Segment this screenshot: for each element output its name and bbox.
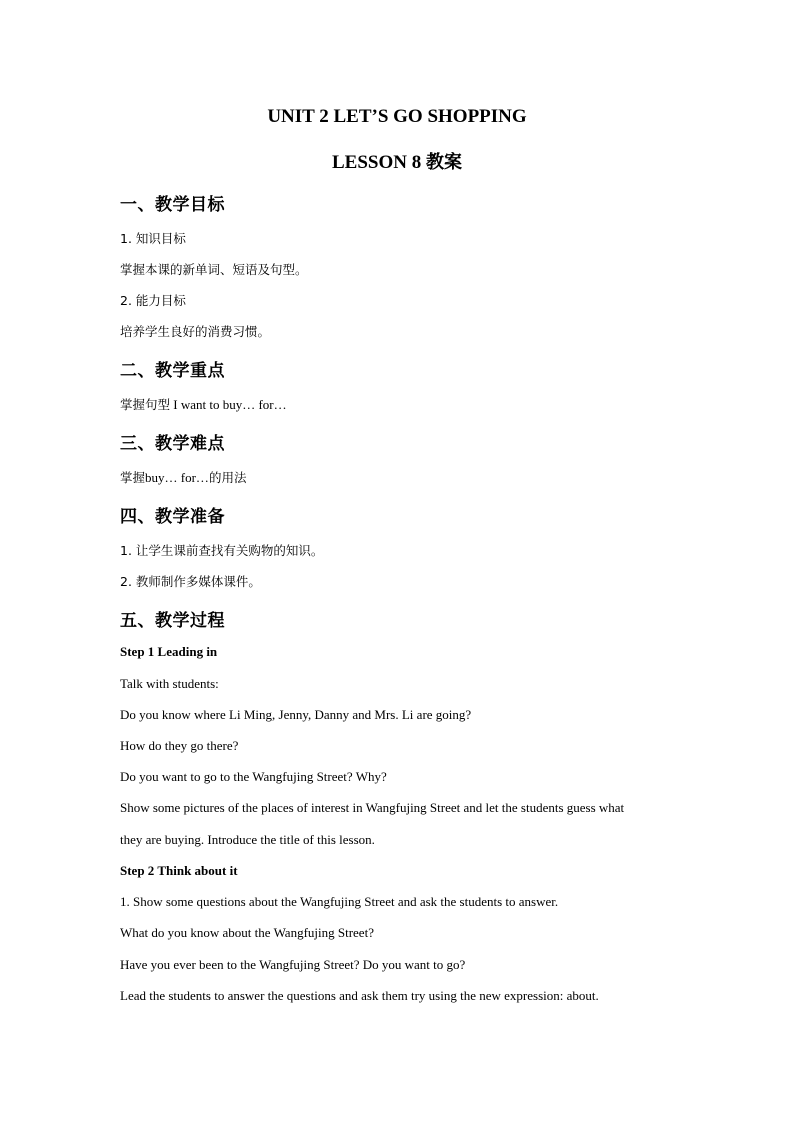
difficulties-cn-2: 的用法 xyxy=(208,470,247,485)
step-1-line: they are buying. Introduce the title of this lesson. xyxy=(120,832,375,847)
step-1-line: Show some pictures of the places of interest in Wangfujing Street and let the students guess what xyxy=(120,800,625,815)
difficulties-cn-1: 掌握 xyxy=(120,470,146,485)
key-points-cn: 掌握句型 xyxy=(120,397,171,412)
step-2-title: Step 2 Think about it xyxy=(120,863,238,878)
section-heading-process: 五、教学过程 xyxy=(120,611,225,631)
lesson-title-en: LESSON 8 xyxy=(332,152,422,173)
objective-2-label: 2. 能力目标 xyxy=(120,293,186,308)
section-heading-preparation: 四、教学准备 xyxy=(120,507,225,527)
step-2-line: Lead the students to answer the questions and ask them try using the new expression: about. xyxy=(120,988,599,1003)
key-points-text xyxy=(120,395,287,413)
difficulties-text xyxy=(120,468,246,486)
key-points-en: I want to buy… for… xyxy=(170,397,287,412)
unit-title: UNIT 2 LET’S GO SHOPPING xyxy=(267,106,527,127)
lesson-title-cn: 教案 xyxy=(425,152,462,173)
preparation-item-1: 1. 让学生课前查找有关购物的知识。 xyxy=(120,543,324,558)
objective-1-label: 1. 知识目标 xyxy=(120,231,186,246)
objective-2-text: 培养学生良好的消费习惯。 xyxy=(120,324,271,339)
difficulties-en: buy… for… xyxy=(145,470,209,485)
step-2-line: What do you know about the Wangfujing Street? xyxy=(120,925,374,940)
objective-1-text: 掌握本课的新单词、短语及句型。 xyxy=(120,262,308,277)
step-1-line: Do you know where Li Ming, Jenny, Danny and Mrs. Li are going? xyxy=(120,707,472,722)
step-1-line: Talk with students: xyxy=(120,676,219,691)
step-1-title: Step 1 Leading in xyxy=(120,644,218,659)
step-2-line: Have you ever been to the Wangfujing Street? Do you want to go? xyxy=(120,957,466,972)
section-heading-objectives: 一、教学目标 xyxy=(120,195,225,215)
step-1-line: How do they go there? xyxy=(120,738,239,753)
lesson-title xyxy=(0,148,794,174)
section-heading-key-points: 二、教学重点 xyxy=(120,361,225,381)
step-2-line: 1. Show some questions about the Wangfujing Street and ask the students to answer. xyxy=(120,894,559,909)
section-heading-difficulties: 三、教学难点 xyxy=(120,434,225,454)
step-1-line: Do you want to go to the Wangfujing Street? Why? xyxy=(120,769,387,784)
preparation-item-2: 2. 教师制作多媒体课件。 xyxy=(120,574,261,589)
